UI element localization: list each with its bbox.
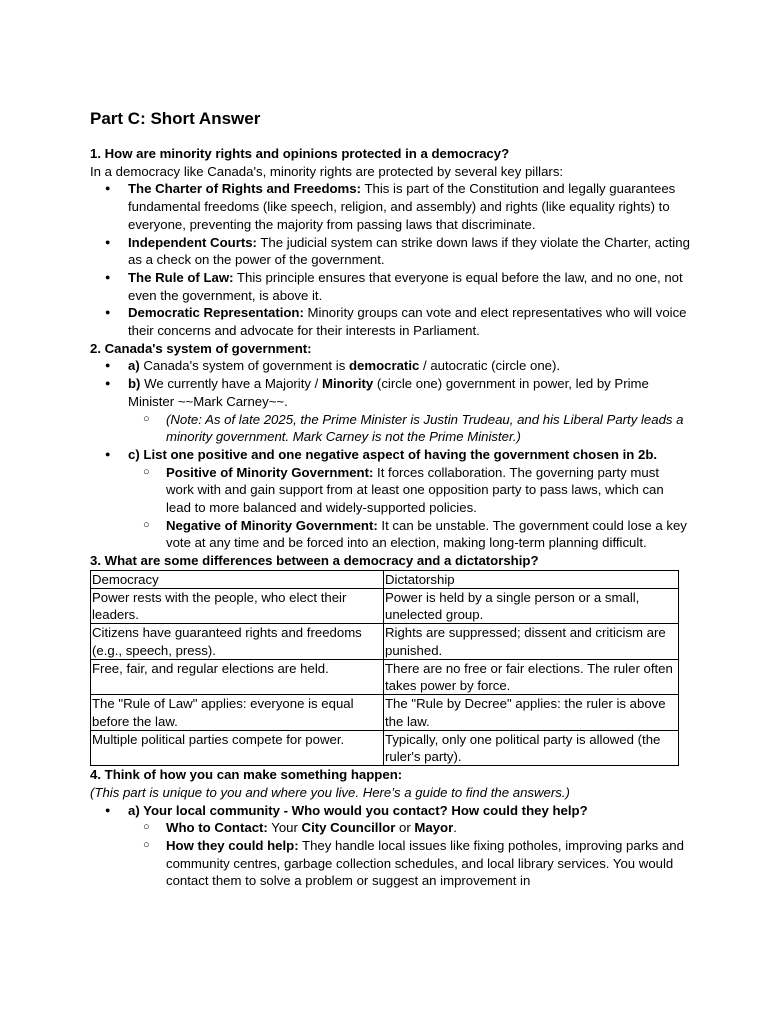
question-4-list [90, 802, 690, 891]
list-item-text: The judicial system can strike down laws if they violate the Charter, acting as a check on the power of the government. [128, 234, 690, 268]
question-2c-list [128, 464, 690, 553]
list-item-text: This principle ensures that everyone is equal before the law, and no one, not even the government, is above it. [128, 269, 683, 303]
list-item-text: They handle local issues like fixing potholes, improving parks and community centres, garbage collection schedules, and local library services. You would contact them to solve a problem or suggest an improvement in [166, 837, 684, 889]
list-item [128, 517, 690, 552]
list-item-term: The Charter of Rights and Freedoms: [128, 181, 362, 197]
table-cell: Rights are suppressed; dissent and criticism are punished. [384, 624, 679, 659]
answer-text: (circle one) government in power, led by Prime Minister ~~Mark Carney~~. [128, 376, 649, 409]
question-4a-heading: a) Your local community - Who would you contact? How could they help? [128, 802, 588, 818]
answer-choice: democratic [348, 358, 420, 374]
part-label: a) [128, 358, 140, 374]
question-2c-heading: c) List one positive and one negative aspect of having the government chosen in 2b. [128, 446, 658, 462]
table-cell: Multiple political parties compete for power. [91, 730, 384, 765]
list-item [128, 819, 690, 837]
question-2c [90, 446, 690, 552]
question-2a [90, 357, 690, 375]
table-cell: There are no free or fair elections. The ruler often takes power by force. [384, 659, 679, 694]
list-item-term: The Rule of Law: [128, 269, 234, 285]
part-label: b) [128, 376, 141, 392]
question-2-heading: 2. Canada's system of government: [90, 340, 312, 356]
table-row [91, 695, 679, 730]
list-item-term: How they could help: [166, 837, 299, 853]
list-item-text: It can be unstable. The government could lose a key vote at any time and be forced into an election, making long-term planning difficult. [166, 517, 687, 551]
table-cell: Power rests with the people, who elect their leaders. [91, 589, 384, 624]
list-item-term: Negative of Minority Government: [166, 517, 378, 533]
question-1-intro: In a democracy like Canada's, minority rights are protected by several key pillars: [90, 163, 564, 179]
list-item [90, 269, 690, 304]
list-item-text: or [395, 820, 415, 836]
question-4a [90, 802, 690, 891]
table-row [91, 730, 679, 765]
table-header-row [91, 570, 679, 588]
question-4-heading: 4. Think of how you can make something happen: [90, 767, 403, 783]
question-3-heading: 3. What are some differences between a democracy and a dictatorship? [90, 553, 539, 569]
list-item [128, 837, 690, 890]
table-row [91, 624, 679, 659]
question-1-heading: 1. How are minority rights and opinions protected in a democracy? [90, 146, 510, 161]
list-item-text: Your [267, 820, 302, 836]
question-2-list [90, 357, 690, 552]
contact-councillor: City Councillor [301, 820, 396, 836]
list-item-term: Positive of Minority Government: [166, 464, 374, 480]
note-list [128, 411, 690, 446]
table-cell: The "Rule of Law" applies: everyone is equal before the law. [91, 695, 384, 730]
list-item-term: Democratic Representation: [128, 305, 304, 321]
list-item-text: It forces collaboration. The governing party must work with and gain support from at least one opposition party to pass laws, which can lead to more balanced and widely-supported policies. [166, 464, 664, 516]
table-cell: The "Rule by Decree" applies: the ruler is above the law. [384, 695, 679, 730]
list-item [90, 304, 690, 339]
table-row [91, 659, 679, 694]
table-cell: Typically, only one political party is allowed (the ruler's party). [384, 730, 679, 765]
table-cell: Citizens have guaranteed rights and freedoms (e.g., speech, press). [91, 624, 384, 659]
table-row [91, 589, 679, 624]
note-text: (Note: As of late 2025, the Prime Minister is Justin Trudeau, and his Liberal Party leads a minority government. Mark Carney is not the Prime Minister.) [166, 411, 684, 445]
question-1-list [90, 180, 690, 339]
answer-choice: Minority [321, 376, 374, 392]
answer-text: / autocratic (circle one). [419, 358, 561, 374]
question-4a-list [128, 819, 690, 890]
question-4-intro-text: (This part is unique to you and where you live. Here’s a guide to find the answers.) [90, 784, 570, 800]
contact-mayor: Mayor [414, 820, 454, 836]
table-cell: Power is held by a single person or a small, unelected group. [384, 589, 679, 624]
list-item-text: . [453, 820, 457, 836]
list-item [128, 464, 690, 517]
question-4-intro [90, 784, 690, 802]
table-cell: Free, fair, and regular elections are held. [91, 659, 384, 694]
list-item [90, 180, 690, 233]
list-item-term: Independent Courts: [128, 234, 257, 250]
answer-text: Canada's system of government is [139, 358, 349, 374]
comparison-table [90, 570, 679, 766]
answer-text: We currently have a Majority / [140, 376, 322, 392]
document-body [90, 145, 690, 890]
column-header-dictatorship: Dictatorship [384, 570, 679, 588]
list-item-text: This is part of the Constitution and legally guarantees fundamental freedoms (like speech, religion, and assembly) and rights (like equality rights) to everyone, preventing the majority from passing laws that discriminate. [128, 181, 676, 232]
column-header-democracy: Democracy [91, 570, 384, 588]
list-item-text: Minority groups can vote and elect representatives who will voice their concerns and advocate for their interests in Parliament. [128, 305, 687, 339]
list-item [90, 234, 690, 269]
question-2b [90, 375, 690, 446]
note-item [128, 411, 690, 446]
list-item-term: Who to Contact: [166, 820, 268, 836]
page-title: Part C: Short Answer [90, 109, 261, 128]
